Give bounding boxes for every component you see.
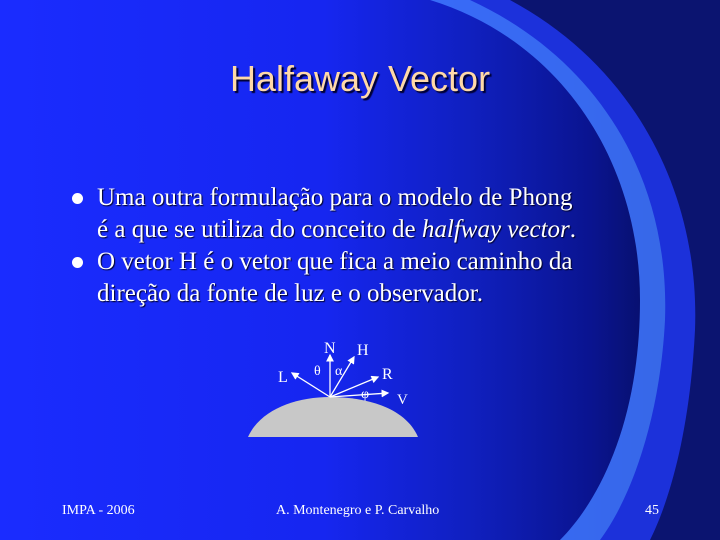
page-number: 45 [645, 503, 659, 518]
label-v: V [397, 392, 408, 408]
light-vector-l [292, 373, 330, 397]
label-alpha: α [335, 364, 343, 379]
halfway-vector-term: halfway vector [421, 216, 570, 243]
bullet-1-line-2 [97, 214, 670, 246]
slide-title: Halfaway Vector [229, 58, 491, 99]
bullet-2-line-2: direção da fonte de luz e o observador. [97, 280, 483, 307]
bullet-1-text: é a que se utiliza do conceito de [97, 216, 422, 243]
label-phi: φ [361, 387, 370, 402]
label-n: N [324, 340, 336, 357]
surface-shape [248, 397, 418, 437]
footer-center: A. Montenegro e P. Carvalho [276, 503, 440, 518]
bullet-dot-icon [72, 257, 83, 268]
label-theta: θ [314, 364, 321, 379]
bullet-dot-icon [72, 193, 83, 204]
bullet-1-period: . [569, 216, 577, 243]
footer-left: IMPA - 2006 [62, 503, 135, 518]
label-r: R [382, 366, 393, 383]
bullet-item-2 [70, 246, 670, 310]
label-l: L [278, 369, 288, 386]
bullet-1-line-1: Uma outra formulação para o modelo de Phong [97, 184, 573, 211]
bullet-2-line-1: O vetor H é o vetor que fica a meio caminho da [97, 248, 573, 275]
bullet-list [70, 182, 670, 310]
bullet-item-1 [70, 182, 670, 246]
halfway-vector-diagram [240, 335, 430, 440]
label-h: H [357, 342, 369, 359]
